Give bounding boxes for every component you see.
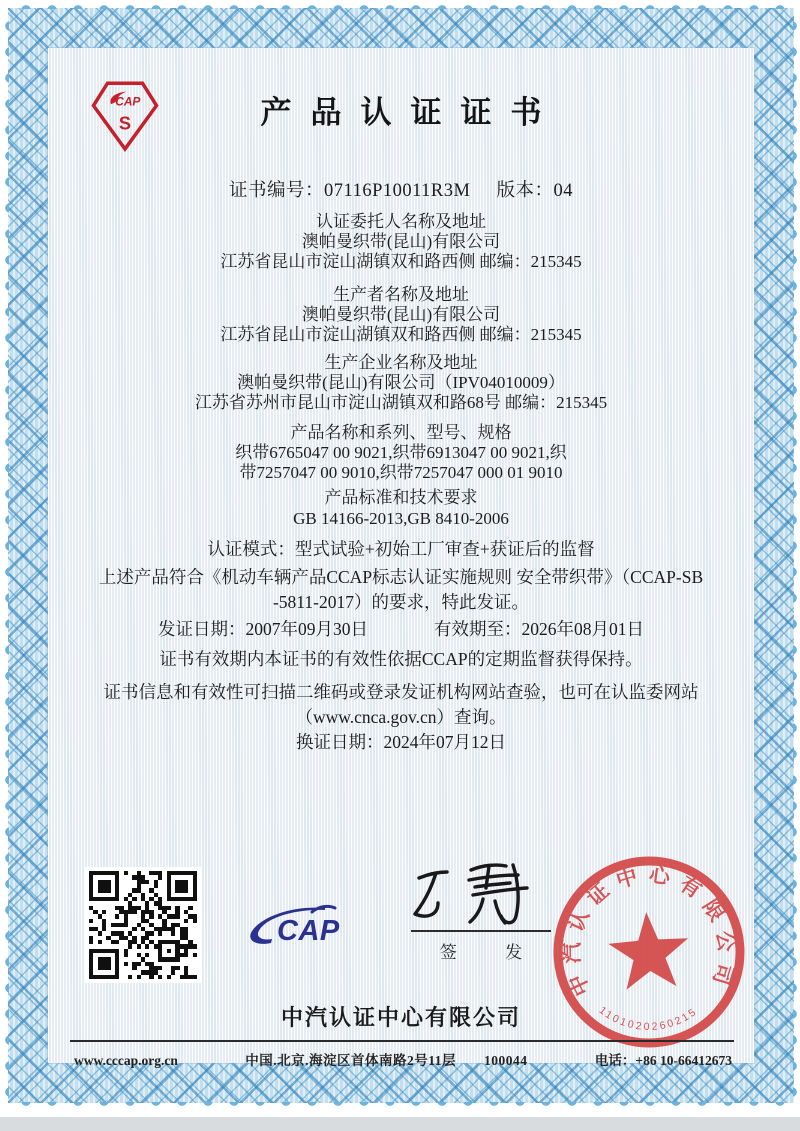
footer-website: www.cccap.org.cn [74,1053,178,1068]
signature-block [405,858,557,963]
section-heading: 生产企业名称及地址 [324,353,478,372]
section-heading: 认证委托人名称及地址 [316,212,486,231]
producer-name: 澳帕曼织带(昆山)有限公司 [301,305,501,324]
section-heading: 产品名称和系列、型号、规格 [290,423,512,442]
product-section [48,423,754,483]
guilloche-border [8,8,794,1103]
factory-section [48,353,754,413]
section-heading: 生产者名称及地址 [333,285,469,304]
issue-date-value: 2007年09月30日 [245,619,368,639]
version-label: 版本： [496,181,554,201]
handwritten-signature [405,858,557,930]
compliance-line1: 上述产品符合《机动车辆产品CCAP标志认证实施规则 安全带织带》（CCAP-SB [98,567,704,587]
diamond-logo-text: CAP [115,94,141,109]
footer-row [74,1049,732,1069]
footer-divider [70,1040,734,1042]
product-models-line1: 织带6765047 00 9021,织带6913047 00 9021,织 [235,443,567,462]
seal-ring-text: 中汽认证中心有限公司 [559,862,739,1000]
renewal-date-value: 2024年07月12日 [383,732,506,752]
standards-section [48,487,754,529]
version-value: 04 [553,181,573,201]
applicant-name: 澳帕曼织带(昆山)有限公司 [301,232,501,251]
expiry-date-value: 2026年08月01日 [521,619,644,639]
border-scallop-right [793,13,800,1098]
compliance-statement [48,565,754,615]
factory-address: 江苏省苏州市昆山市淀山湖镇双和路68号 邮编：215345 [194,393,608,412]
expiry-date-item [434,619,644,639]
certificate-number-line [48,178,754,204]
product-models-line2: 带7257047 00 9010,织带7257047 000 01 9010 [239,463,563,482]
qr-code [85,867,201,983]
issue-date-label: 发证日期： [158,619,246,639]
standards-value: GB 14166-2013,GB 8410-2006 [293,509,509,528]
diamond-logo-s: S [118,113,132,134]
signature-line [411,930,551,932]
verification-line2: （www.cnca.gov.cn）查询。 [295,707,507,727]
ccap-wordmark-text: CAP [277,915,340,947]
footer-address: 中国.北京.海淀区首体南路2号11层 100044 [245,1053,528,1068]
certificate-title: 产品认证证书 [260,95,561,130]
producer-section [48,285,754,345]
certificate-number: 07116P10011R3M [324,181,471,201]
issuer-company-name: 中汽认证中心有限公司 [280,1005,521,1030]
certificate-number-label: 证书编号： [229,181,325,201]
validity-note: 证书有效期内本证书的有效性依据CCAP的定期监督获得保持。 [159,649,643,669]
border-scallop-top [13,1,789,9]
dates-row [48,619,754,639]
certificate-paper [48,48,754,1068]
certification-mode-line: 认证模式：型式试验+初始工厂审查+获证后的监督 [207,539,595,559]
section-heading: 产品标准和技术要求 [324,488,478,507]
verification-line1: 证书信息和有效性可扫描二维码或登录发证机构网站查验，也可在认监委网站 [103,682,699,702]
applicant-address: 江苏省昆山市淀山湖镇双和路西侧 邮编：215345 [220,252,582,271]
border-scallop-left [1,13,9,1098]
issue-date-item [158,619,368,639]
renewal-date-label: 换证日期： [296,732,384,752]
seal-number: 1101020260215 [596,1004,701,1033]
compliance-line2: -5811-2017）的要求，特此发证。 [272,592,529,612]
producer-address: 江苏省昆山市淀山湖镇双和路西侧 邮编：215345 [220,325,582,344]
signature-label: 签 发 [439,943,545,962]
verification-note [48,680,754,730]
ccap-s-diamond-logo-icon [90,76,160,152]
factory-name: 澳帕曼织带(昆山)有限公司（IPV04010009） [237,373,565,392]
applicant-section [48,212,754,272]
footer-phone: 电话：+86 10-66412673 [594,1053,732,1068]
expiry-date-label: 有效期至： [434,619,522,639]
border-scallop-bottom [13,1102,789,1110]
ccap-wordmark-logo-icon [241,900,361,954]
renewal-date-line [48,732,754,752]
